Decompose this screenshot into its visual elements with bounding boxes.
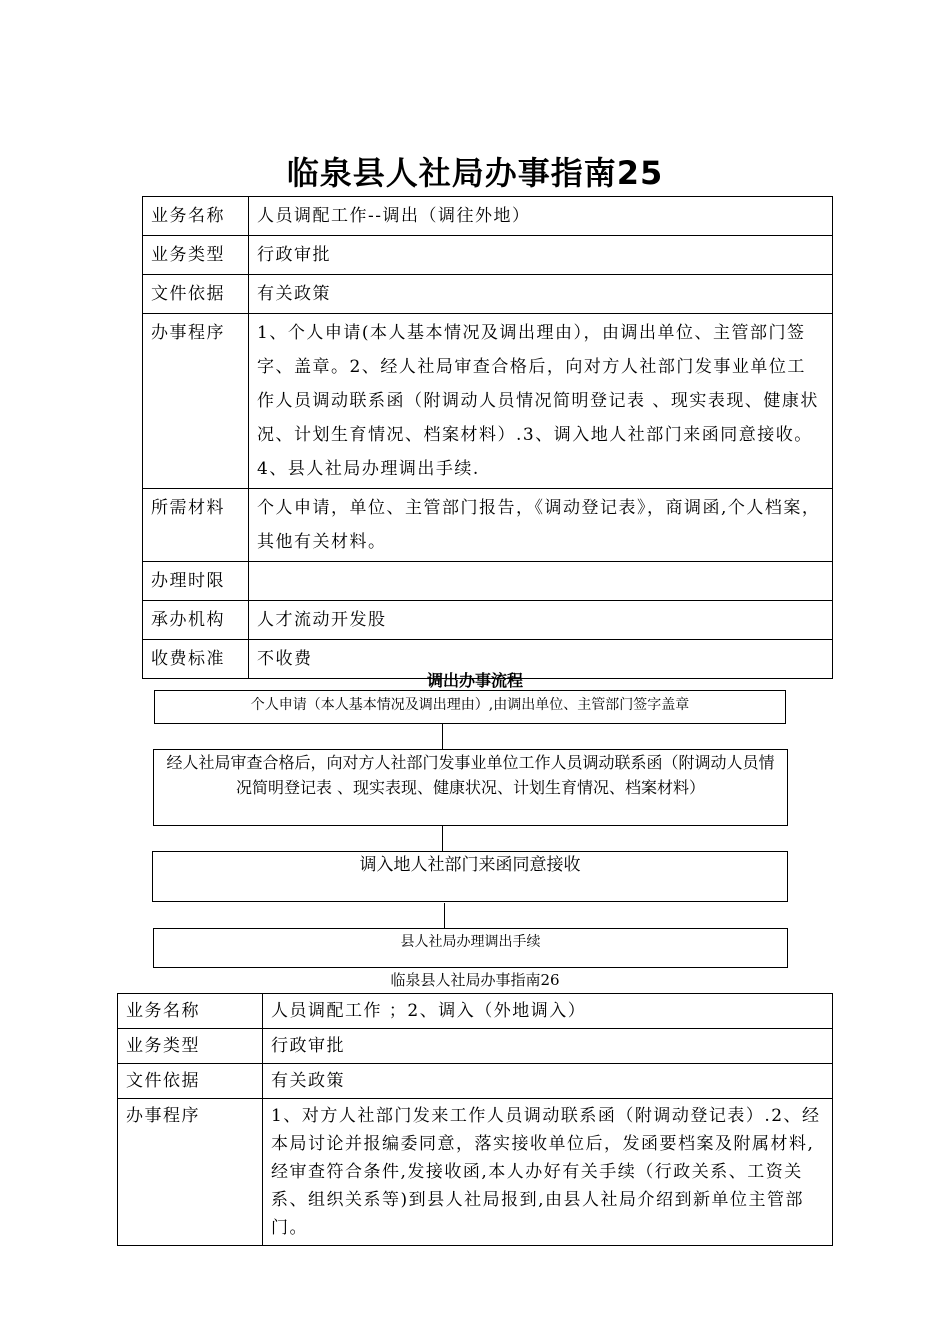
flow-step-4: 县人社局办理调出手续 — [153, 928, 788, 968]
flow-step-2: 经人社局审查合格后，向对方人社部门发事业单位工作人员调动联系函（附调动人员情况简明登记表 、现实表现、健康状况、计划生育情况、档案材料） — [153, 749, 788, 826]
row-value: 不收费 — [249, 640, 833, 679]
row-value: 行政审批 — [249, 236, 833, 275]
row-value: 人员调配工作 ；2、调入（外地调入） — [263, 994, 833, 1029]
row-key: 办理时限 — [143, 562, 249, 601]
row-key: 文件依据 — [143, 275, 249, 314]
table-row — [118, 1064, 833, 1099]
table-row — [118, 1029, 833, 1064]
row-value: 1、个人申请(本人基本情况及调出理由），由调出单位、主管部门签字、盖章。2、经人社局审查合格后，向对方人社部门发事业单位工作人员调动联系函（附调动人员情况简明登记表 、现实表现、健康状况、计划生育情况、档案材料）.3、调入地人社部门来函同意接收。4、县人社局办理调出手续. — [249, 314, 833, 489]
row-key: 承办机构 — [143, 601, 249, 640]
row-key: 业务类型 — [118, 1029, 263, 1064]
guide-26-table — [117, 993, 833, 1246]
row-value: 有关政策 — [249, 275, 833, 314]
row-value: 1、对方人社部门发来工作人员调动联系函（附调动登记表）.2、经本局讨论并报编委同意，落实接收单位后，发函要档案及附属材料,经审查符合条件,发接收函,本人办好有关手续（行政关系、工资关系、组织关系等)到县人社局报到,由县人社局介绍到新单位主管部门。 — [263, 1099, 833, 1246]
row-key: 收费标准 — [143, 640, 249, 679]
table-row — [143, 489, 833, 562]
row-key: 所需材料 — [143, 489, 249, 562]
table-row — [143, 601, 833, 640]
table-row — [143, 236, 833, 275]
row-value: 人才流动开发股 — [249, 601, 833, 640]
flow-title: 调出办事流程 — [426, 671, 523, 690]
page-title: 临泉县人社局办事指南25 — [286, 154, 664, 192]
row-value: 行政审批 — [263, 1029, 833, 1064]
row-value: 人员调配工作--调出（调往外地） — [249, 197, 833, 236]
table-row — [118, 1099, 833, 1246]
guide-26-caption: 临泉县人社局办事指南26 — [390, 971, 560, 989]
flow-step-1: 个人申请（本人基本情况及调出理由）,由调出单位、主管部门签字盖章 — [154, 690, 786, 724]
row-key: 办事程序 — [143, 314, 249, 489]
row-value — [249, 562, 833, 601]
guide-25-table — [142, 196, 833, 679]
row-value: 有关政策 — [263, 1064, 833, 1099]
row-key: 业务名称 — [143, 197, 249, 236]
row-value: 个人申请，单位、主管部门报告，《调动登记表》，商调函,个人档案，其他有关材料。 — [249, 489, 833, 562]
row-key: 业务名称 — [118, 994, 263, 1029]
flow-step-3: 调入地人社部门来函同意接收 — [152, 851, 788, 902]
table-row — [118, 994, 833, 1029]
row-key: 业务类型 — [143, 236, 249, 275]
table-row — [143, 562, 833, 601]
table-row — [143, 197, 833, 236]
row-key: 文件依据 — [118, 1064, 263, 1099]
row-key: 办事程序 — [118, 1099, 263, 1246]
table-row — [143, 275, 833, 314]
table-row — [143, 314, 833, 489]
